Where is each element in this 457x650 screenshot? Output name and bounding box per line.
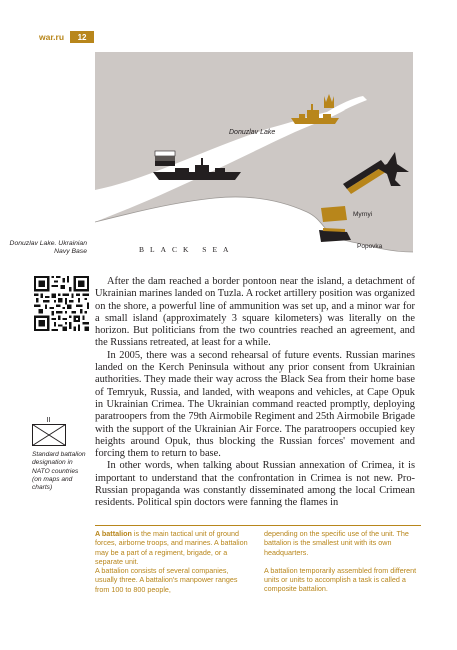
qr-code-icon	[34, 276, 89, 331]
definition-term: A battalion	[95, 529, 132, 538]
nato-symbol-block	[32, 416, 87, 492]
page-number: 12	[70, 31, 94, 43]
definition-column-left	[95, 529, 252, 609]
myrnyi-base-icon	[321, 206, 347, 222]
popovka-label: Popovka	[357, 243, 383, 250]
battalion-definition-box	[95, 525, 421, 609]
definition-paragraph: A battalion temporarily assembled from different units or units to accomplish a task is called a composite battalion.	[264, 565, 417, 594]
myrnyi-label: Myrnyi	[353, 211, 373, 218]
battalion-mark: II	[46, 415, 51, 424]
lake-label: Donuzlav Lake	[229, 129, 276, 136]
map-caption: Donuzlav Lake. Ukrainian Navy Base	[9, 240, 87, 256]
battalion-symbol-caption: Standard battalion designation in NATO countries (on maps and charts)	[32, 451, 86, 492]
donuzlav-map	[95, 52, 413, 266]
paragraph: In other words, when talking about Russian annexation of Crimea, it is important to understand that the confrontation in Crimea is not new. Pro-Russian propaganda was constantly disseminated among the local Crimean residents. Political spin doctors were fanning the flames in	[95, 460, 415, 509]
sea-label: BLACK SEA	[139, 245, 235, 254]
paragraph: In 2005, there was a second rehearsal of future events. Russian marines landed on the Kerch Peninsula without any prior consent from Ukrainian authorities. They made their way across the Black Sea from their home base of Temryuk, Russia, and landed, with weapons and vehicles, at Cape Opuk in Ukrainian Crimea. The Ukrainian command reacted promptly, deploying paratroopers from the 79th Airmobile Regiment and 25th Airmobile Brigade with the support of the Ukrainian Air Force. The paratroopers occupied key heights around Opuk, thus blocking the Russian forces' movement and forcing them to return to base.	[95, 349, 415, 460]
definition-paragraph	[95, 529, 252, 566]
site-name: war.ru	[39, 32, 65, 42]
page-header	[39, 31, 94, 43]
paragraph: After the dam reached a border pontoon near the island, a detachment of Ukrainian marines landed on Tuzla. A rocket artillery position was organized on the shore, a powerful line of ammunition was set up, and a minor war for a small island (approximately 3 square kilometers) was literally on the horizon. But politicians from the two countries reached an agreement, and the Russians retreated, at least for a while.	[95, 276, 415, 349]
definition-paragraph: depending on the specific use of the unit. The battalion is the smallest unit with its own headquarters.	[264, 529, 409, 557]
definition-column-right	[264, 529, 421, 609]
article-body	[95, 276, 415, 510]
definition-text: is the main tactical unit of ground forces, airborne troops, and marines. A battalion may be a part of a regiment, brigade, or a separate unit.	[95, 529, 248, 566]
definition-paragraph: A battalion consists of several companies, usually three. A battalion's manpower ranges from 100 to 800 people,	[95, 566, 238, 594]
battalion-symbol-icon	[32, 424, 66, 446]
